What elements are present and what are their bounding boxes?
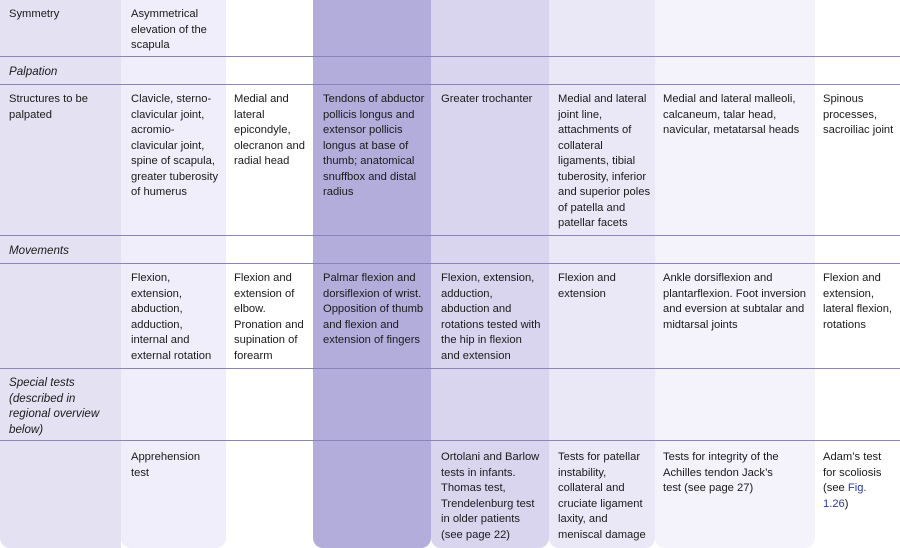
movements-ankle: Ankle dorsiflexion and plantarflexion. Foot inversion and eversion at subtalar and midtarsal joints — [663, 272, 807, 331]
row-divider — [0, 235, 900, 236]
palpation-section-heading: Palpation — [9, 65, 58, 78]
special-knee: Tests for patellar instability, collateral and cruciate ligament laxity, and meniscal damage — [558, 451, 646, 541]
special-hip: Ortolani and Barlow tests in infants. Thomas test, Trendelenburg test in older patients (see page 22) — [441, 451, 540, 541]
label-column-band — [0, 0, 121, 548]
row-divider — [0, 84, 900, 85]
movements-elbow: Flexion and extension of elbow. Pronation and supination of forearm — [234, 272, 304, 362]
palpation-label: Structures to be palpated — [9, 93, 88, 121]
palpation-spine: Spinous processes, sacroiliac joint — [823, 93, 894, 136]
special-spine-suffix: ) — [844, 497, 849, 510]
palpation-shoulder: Clavicle, sterno-clavicular joint, acromio-clavicular joint, spine of scapula, greater tuberosity of humerus — [131, 93, 219, 198]
figure-link[interactable]: Fig. 1.26 — [823, 482, 867, 510]
palpation-elbow: Medial and lateral epicondyle, olecranon and radial head — [234, 93, 305, 167]
special-tests-section-heading: Special tests (described in regional overview below) — [9, 376, 100, 436]
row-divider — [0, 263, 900, 264]
palpation-hip: Greater trochanter — [441, 93, 533, 105]
row-divider — [0, 440, 900, 441]
palpation-wrist: Tendons of abductor pollicis longus and extensor pollicis longus at base of thumb; anatomical snuffbox and distal radius — [323, 93, 425, 198]
movements-knee: Flexion and extension — [558, 272, 616, 300]
special-spine — [823, 450, 899, 512]
movements-shoulder: Flexion, extension, abduction, adduction, internal and external rotation — [131, 272, 212, 362]
movements-section-heading: Movements — [9, 244, 69, 257]
symmetry-shoulder: Asymmetrical elevation of the scapula — [131, 8, 207, 51]
special-spine-text: Adam’s test for scoliosis (see — [823, 451, 882, 494]
palpation-ankle: Medial and lateral malleoli, calcaneum, talar head, navicular, metatarsal heads — [663, 93, 800, 136]
movements-spine: Flexion and extension, lateral flexion, rotations — [823, 272, 893, 331]
row-divider — [0, 368, 900, 369]
movements-hip: Flexion, extension, adduction, abduction and rotations tested with the hip in flexion and extension — [441, 272, 541, 362]
symmetry-label: Symmetry — [9, 8, 60, 20]
row-divider — [0, 56, 900, 57]
palpation-knee: Medial and lateral joint line, attachments of collateral ligaments, tibial tuberosity, inferior and superior poles of patella and patellar facets — [558, 93, 651, 229]
movements-wrist: Palmar flexion and dorsiflexion of wrist. Opposition of thumb and flexion and extension of fingers — [323, 272, 424, 346]
special-ankle: Tests for integrity of the Achilles tendon Jack’s test (see page 27) — [663, 451, 779, 494]
special-shoulder: Apprehension test — [131, 451, 201, 479]
